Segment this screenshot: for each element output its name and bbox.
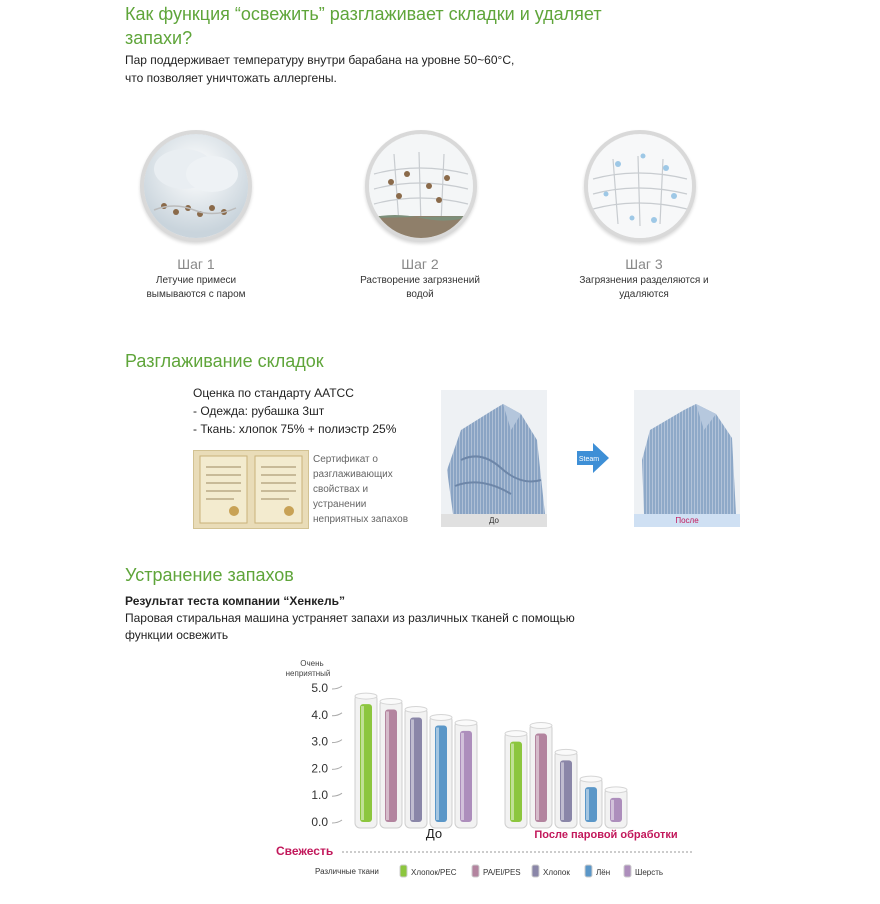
clothing-item: - Одежда: рубашка 3шт — [193, 404, 325, 418]
legend-label: PA/El/PES — [483, 868, 521, 877]
certificate-caption-line: устранении — [313, 499, 367, 510]
legend-label: Хлопок — [543, 868, 570, 877]
certificate-caption-line: свойствах и — [313, 484, 369, 495]
legend-title: Различные ткани — [315, 867, 379, 876]
step2-title: Шаг 2 — [401, 256, 439, 272]
legend-swatch — [400, 865, 407, 877]
group-label: После паровой обработки — [534, 829, 678, 841]
step1-title: Шаг 1 — [177, 256, 215, 272]
after-caption: После — [634, 514, 740, 527]
bar-highlight — [461, 733, 464, 820]
x-axis-title: Свежесть — [276, 844, 334, 858]
y-tick-mark — [332, 713, 342, 716]
section1-desc-2: что позволяет уничтожать аллергены. — [125, 71, 337, 85]
y-tick-label: 0.0 — [311, 815, 328, 829]
bar-tube-top — [355, 693, 377, 699]
shirt-before-image — [441, 390, 547, 514]
bar-highlight — [586, 789, 589, 820]
y-tick-label: 2.0 — [311, 761, 328, 776]
legend-label: Лён — [596, 868, 611, 877]
legend-swatch — [532, 865, 539, 877]
step1-illustration — [140, 130, 252, 242]
legend-swatch — [624, 865, 631, 877]
y-axis-title: неприятный — [285, 669, 331, 678]
bar-highlight — [611, 800, 614, 820]
bar-tube-top — [605, 787, 627, 793]
bar-tube-top — [530, 723, 552, 729]
y-tick-label: 5.0 — [311, 681, 328, 695]
y-tick-mark — [332, 793, 342, 796]
legend-swatch — [472, 865, 479, 877]
section3-heading: Устранение запахов — [125, 565, 294, 585]
shirt-after-image — [634, 390, 740, 514]
legend-label: Шерсть — [635, 868, 664, 877]
bar-highlight — [436, 728, 439, 820]
bar-highlight — [411, 719, 414, 820]
bar-highlight — [561, 762, 564, 820]
bar-tube-top — [380, 698, 402, 704]
section3-desc-1: Паровая стиральная машина устраняет запахи из различных тканей с помощью — [125, 611, 575, 625]
bar-tube-top — [555, 749, 577, 755]
bar-tube-top — [405, 706, 427, 712]
certificate-caption-line: неприятных запахов — [313, 514, 409, 525]
fabric-item: - Ткань: хлопок 75% + полиэстр 25% — [193, 422, 397, 436]
step3-desc-2: удаляются — [619, 289, 669, 300]
section1-desc-1: Пар поддерживает температуру внутри барабана на уровне 50~60°C, — [125, 53, 515, 67]
aatcc-standard: Оценка по стандарту AATCC — [193, 386, 354, 400]
section2-heading: Разглаживание складок — [125, 351, 324, 371]
bar-highlight — [536, 736, 539, 820]
certificate-caption-line: разглаживающих — [313, 469, 393, 480]
step3-desc-1: Загрязнения разделяются и — [579, 275, 709, 286]
step2-desc-1: Растворение загрязнений — [360, 275, 480, 286]
before-caption: До — [441, 514, 547, 527]
y-tick-mark — [332, 686, 342, 689]
bar-tube-top — [455, 720, 477, 726]
henkel-test-heading: Результат теста компании “Хенкель” — [125, 594, 345, 608]
group-label: До — [425, 826, 443, 841]
legend-swatch — [585, 865, 592, 877]
y-tick-mark — [332, 766, 342, 769]
legend-label: Хлопок/PEC — [411, 868, 457, 877]
step1-desc-2: вымываются с паром — [146, 289, 246, 300]
y-tick-mark — [332, 740, 342, 743]
certificate-caption-line: Сертификат о — [313, 454, 378, 465]
y-tick-label: 4.0 — [311, 707, 328, 722]
step3-illustration — [584, 130, 696, 242]
step2-illustration — [365, 130, 477, 242]
step2-desc-2: водой — [406, 289, 434, 300]
steam-arrow-icon — [575, 440, 611, 481]
odor-chart — [260, 652, 710, 888]
y-axis-title: Очень — [300, 659, 324, 668]
bar-tube-top — [505, 731, 527, 737]
section1-heading: Как функция “освежить” разглаживает складки и удаляет запахи? — [125, 4, 602, 48]
step1-desc-1: Летучие примеси — [155, 275, 237, 286]
section3-desc-2: функции освежить — [125, 628, 229, 642]
bar-tube-top — [580, 776, 602, 782]
certificate-image — [193, 450, 309, 529]
bar-highlight — [386, 711, 389, 820]
certificate-caption — [313, 452, 408, 527]
y-tick-label: 3.0 — [311, 734, 328, 749]
steam-arrow-label: Steam — [578, 456, 600, 463]
bar-highlight — [361, 706, 364, 820]
y-tick-mark — [332, 820, 342, 823]
y-tick-label: 1.0 — [311, 788, 328, 803]
bar-tube-top — [430, 715, 452, 721]
step3-title: Шаг 3 — [625, 256, 663, 272]
bar-highlight — [511, 744, 514, 820]
